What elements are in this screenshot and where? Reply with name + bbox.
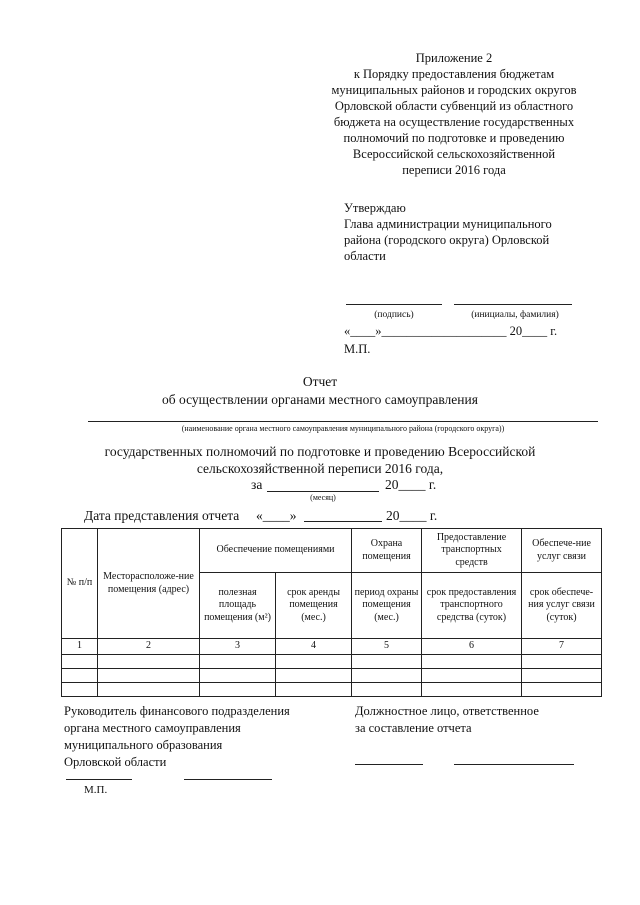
table-cell bbox=[422, 654, 522, 668]
table-row bbox=[62, 668, 602, 682]
org-name-line bbox=[88, 421, 598, 422]
left-signature-line: муниципального образования bbox=[64, 738, 223, 752]
left-initials-blank bbox=[184, 779, 272, 780]
table-cell bbox=[276, 668, 352, 682]
submission-label: Дата представления отчета bbox=[84, 508, 240, 523]
table-cell bbox=[200, 668, 276, 682]
header-comm: Обеспече-ние услуг связи bbox=[522, 529, 602, 573]
table-cell bbox=[422, 668, 522, 682]
table-cell bbox=[98, 668, 200, 682]
appendix-line: Всероссийской сельскохозяйственной bbox=[352, 147, 556, 161]
report-subtitle: об осуществлении органами местного самоуправления bbox=[162, 392, 478, 407]
header-location: Месторасположе-ние помещения (адрес) bbox=[98, 529, 200, 639]
table-cell bbox=[352, 668, 422, 682]
table-header-row bbox=[62, 529, 602, 573]
appendix-line: бюджета на осуществление государственных bbox=[333, 115, 575, 129]
appendix-block bbox=[300, 50, 608, 178]
table-cell bbox=[200, 654, 276, 668]
right-signature-line: Должностное лицо, ответственное bbox=[355, 704, 539, 718]
report-title-line4: сельскохозяйственной переписи 2016 года, bbox=[196, 461, 444, 476]
table-cell bbox=[200, 682, 276, 696]
table-cell bbox=[62, 654, 98, 668]
approval-block bbox=[344, 200, 604, 264]
left-signature-line: органа местного самоуправления bbox=[64, 721, 241, 735]
approval-line: Глава администрации муниципального bbox=[344, 217, 552, 231]
col-number: 6 bbox=[422, 639, 522, 655]
report-title-line3: государственных полномочий по подготовке и проведению Всероссийской bbox=[104, 444, 536, 459]
appendix-line: Приложение 2 bbox=[415, 51, 493, 65]
appendix-line: к Порядку предоставления бюджетам bbox=[353, 67, 555, 81]
header-num: № п/п bbox=[62, 529, 98, 639]
subheader-security: период охраны помещения (мес.) bbox=[352, 573, 422, 639]
table-cell bbox=[522, 682, 602, 696]
col-number: 7 bbox=[522, 639, 602, 655]
table-row bbox=[62, 654, 602, 668]
subheader-transport: срок предоставления транспортного средства (суток) bbox=[422, 573, 522, 639]
month-caption: (месяц) bbox=[310, 493, 336, 502]
header-premises: Обеспечение помещениями bbox=[200, 529, 352, 573]
header-security: Охрана помещения bbox=[352, 529, 422, 573]
org-name-caption: (наименование органа местного самоуправления муниципального района (городского округа)) bbox=[181, 424, 505, 433]
table-cell bbox=[522, 668, 602, 682]
left-signature-line: Руководитель финансового подразделения bbox=[64, 704, 290, 718]
signature-caption: (подпись) bbox=[374, 310, 414, 320]
table-row bbox=[62, 682, 602, 696]
table-number-row bbox=[62, 639, 602, 655]
appendix-line: полномочий по подготовке и проведению bbox=[343, 131, 565, 145]
approval-line: района (городского округа) Орловской bbox=[344, 233, 550, 247]
table-cell bbox=[62, 682, 98, 696]
col-number: 1 bbox=[62, 639, 98, 655]
approval-line: области bbox=[344, 249, 386, 263]
left-signature-blank bbox=[66, 779, 132, 780]
submission-month-line bbox=[304, 521, 382, 522]
table-cell bbox=[352, 654, 422, 668]
period-prefix: за bbox=[251, 477, 263, 492]
right-signature-block bbox=[355, 703, 615, 737]
approval-line: Утверждаю bbox=[344, 201, 406, 215]
appendix-line: Орловской области субвенций из областного bbox=[334, 99, 574, 113]
appendix-line: переписи 2016 года bbox=[402, 163, 506, 177]
initials-caption: (инициалы, фамилия) bbox=[471, 310, 559, 320]
col-number: 5 bbox=[352, 639, 422, 655]
header-transport: Предоставление транспортных средств bbox=[422, 529, 522, 573]
initials-line bbox=[454, 304, 572, 305]
table-cell bbox=[522, 654, 602, 668]
subheader-comm: срок обеспече-ния услуг связи (суток) bbox=[522, 573, 602, 639]
table-cell bbox=[422, 682, 522, 696]
report-title: Отчет bbox=[302, 374, 338, 389]
table-cell bbox=[98, 682, 200, 696]
submission-day: «____» bbox=[256, 508, 297, 523]
subheader-area: полезная площадь помещения (м²) bbox=[200, 573, 276, 639]
signature-line bbox=[346, 304, 442, 305]
period-month-line bbox=[267, 491, 379, 492]
subheader-rent: срок аренды помещения (мес.) bbox=[276, 573, 352, 639]
right-signature-line: за составление отчета bbox=[355, 721, 472, 735]
left-signature-line: Орловской области bbox=[64, 755, 167, 769]
submission-year: 20____ г. bbox=[386, 508, 438, 523]
report-table bbox=[61, 528, 602, 697]
left-stamp: М.П. bbox=[84, 784, 108, 796]
table-cell bbox=[276, 654, 352, 668]
right-signature-blank bbox=[355, 764, 423, 765]
right-initials-blank bbox=[454, 764, 574, 765]
col-number: 2 bbox=[98, 639, 200, 655]
table-cell bbox=[276, 682, 352, 696]
approval-stamp: М.П. bbox=[344, 342, 371, 356]
table-cell bbox=[98, 654, 200, 668]
left-signature-block bbox=[64, 703, 344, 771]
col-number: 4 bbox=[276, 639, 352, 655]
appendix-line: муниципальных районов и городских округов bbox=[331, 83, 577, 97]
table-cell bbox=[352, 682, 422, 696]
col-number: 3 bbox=[200, 639, 276, 655]
approval-date: «____»____________________ 20____ г. bbox=[344, 324, 558, 338]
table-cell bbox=[62, 668, 98, 682]
period-suffix: 20____ г. bbox=[385, 477, 437, 492]
